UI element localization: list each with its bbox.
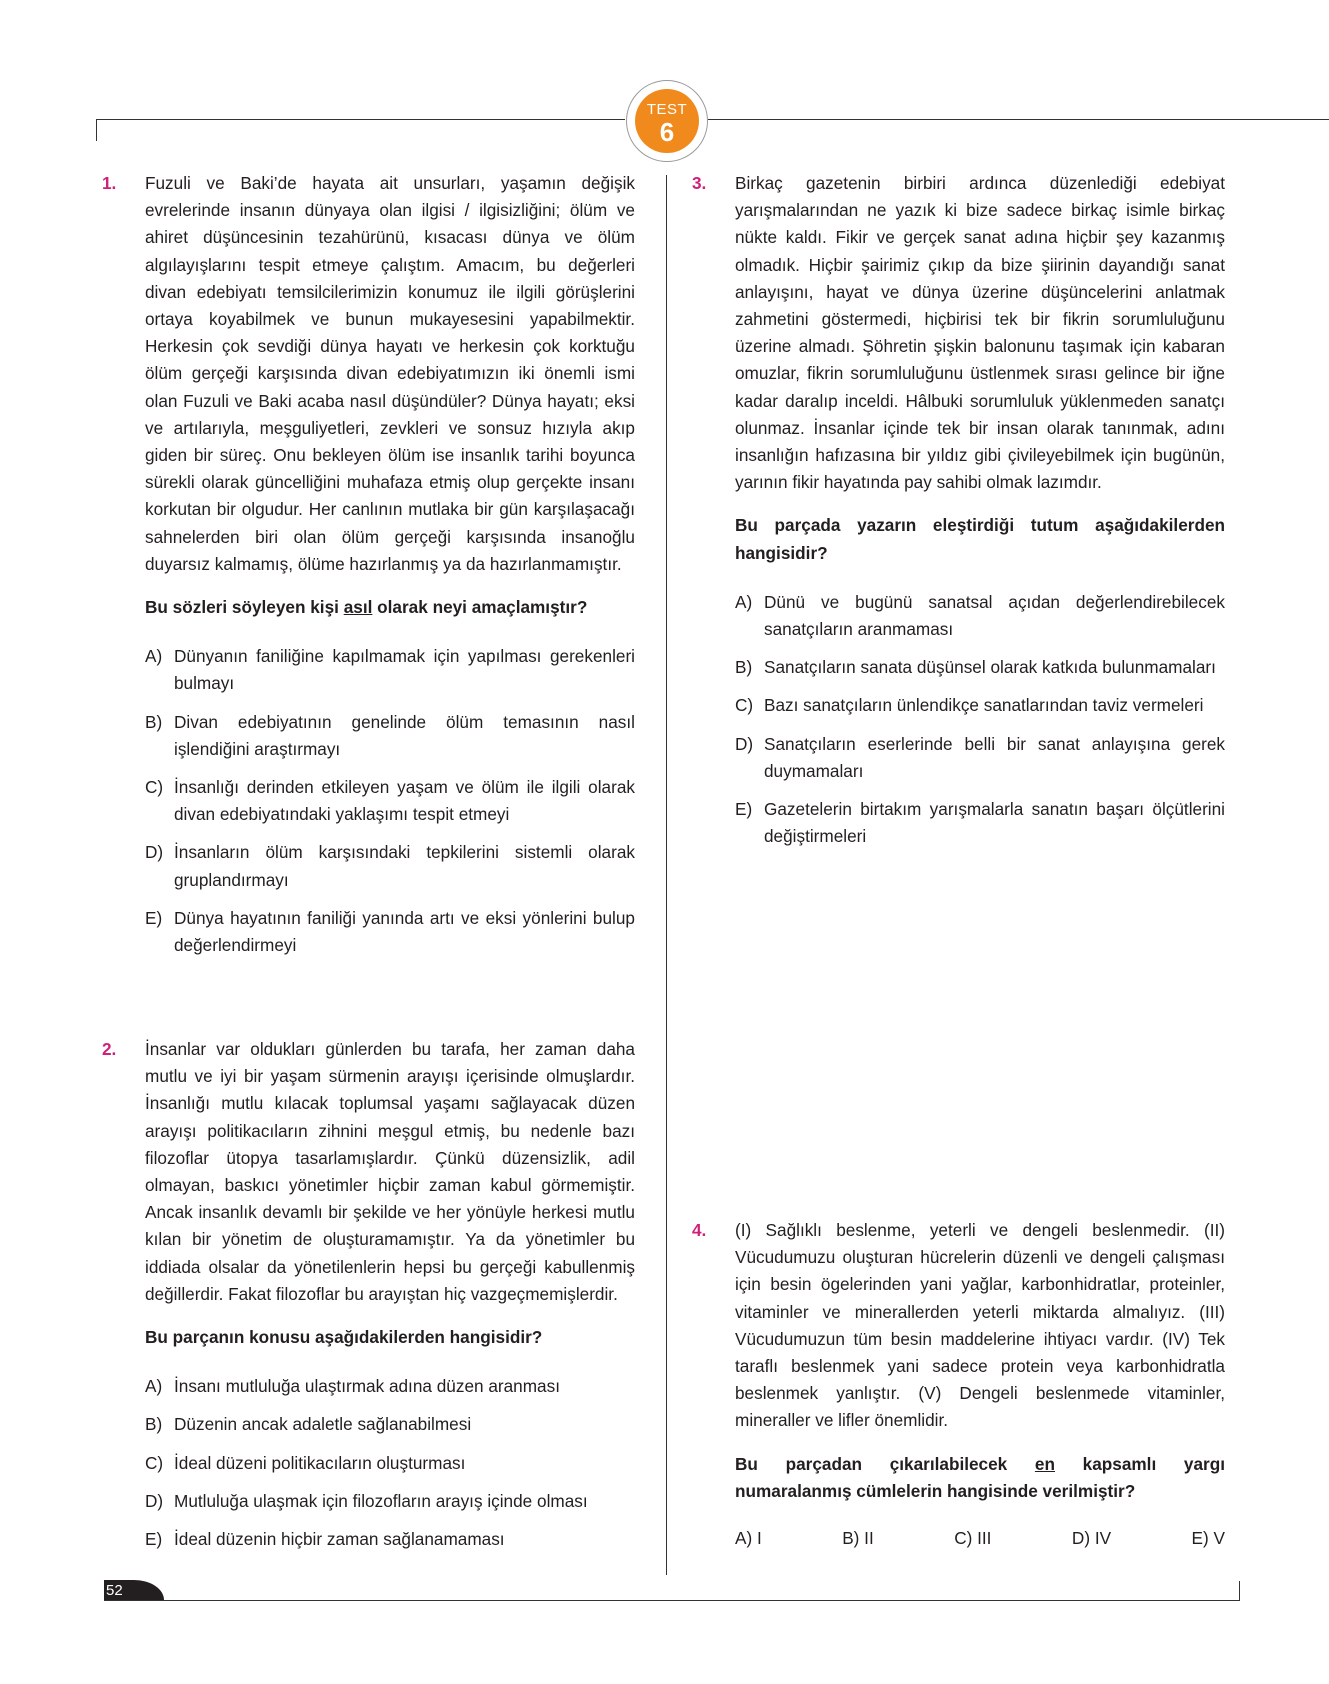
option-letter: B) <box>145 1414 163 1435</box>
option-text: İdeal düzenin hiçbir zaman sağlanamaması <box>174 1529 505 1550</box>
option-text: Divan edebiyatının genelinde ölüm temasının nasıl işlendiğini araştırmayı <box>174 711 635 759</box>
question-4 <box>692 1217 1225 1552</box>
question-stem: Bu parçada yazarın eleştirdiği tutum aşağıdakilerden hangisidir? <box>735 515 1225 563</box>
option-b[interactable] <box>735 654 1225 681</box>
option-text: İnsanlığı derinden etkileyen yaşam ve ölüm ile ilgili olarak divan edebiyatındaki yaklaşımı tespit etmeyi <box>174 777 635 825</box>
option-text: Sanatçıların sanata düşünsel olarak katkıda bulunmamaları <box>764 657 1216 678</box>
option-text: Mutluluğa ulaşmak için filozofların arayış içinde olması <box>174 1490 588 1511</box>
test-badge-label: TEST <box>646 101 688 118</box>
option-text: Dünyanın faniliğine kapılmamak için yapılması gerekenleri bulmayı <box>174 646 635 694</box>
option-letter: C) <box>145 777 164 798</box>
option-a[interactable] <box>145 643 635 697</box>
question-1 <box>102 170 635 970</box>
question-number: 1. <box>102 173 117 193</box>
option-letter: D) <box>735 733 754 754</box>
option-letter: C) <box>145 1452 164 1473</box>
question-passage: (I) Sağlıklı beslenme, yeterli ve dengeli beslenmedir. (II) Vücudumuzu oluşturan hücrelerin düzenli ve dengeli çalışması için besin ögelerinden yani yağlar, karbonhidratlar, proteinler, vitaminler ve minerallerden yeterli miktarda almalıyız. (III) Vücudumuzun tüm besin maddelerine ihtiyacı vardır. (IV) Tek taraflı beslenmek yani sadece protein veya karbonhidratla beslenmek yanlıştır. (V) Dengeli beslenmede vitaminler, mineraller ve lifler önemlidir. <box>735 1220 1225 1431</box>
question-stem <box>145 594 635 621</box>
question-passage: Birkaç gazetenin birbiri ardınca düzenlediği edebiyat yarışmalarından ne yazık ki bize sadece birkaç isimle birkaç nükte kaldı. Fikir ve gerçek sanat adına hiçbir şey kazanmış olmadık. Hiçbir şairimiz çıkıp da bize şiirinin dayandığı sanat anlayışını, hayat ve dünya üzerine düşüncelerini anlatmak zahmetini göstermedi, hiçbirisi tek bir fikrin sorumluluğunu üzerine almadı. Şöhretin şişkin balonunu taşımak için kabaran omuzlar, fikrin sorumluluğunu üstlenmek sırası gelince bir iğne kadar daralıp inceldi. Hâlbuki sorumluluk yüklenmeden sanatçı olunmaz. İnsanlar içinde tek bir insan olarak tanınmak, adını insanlığın hafızasına bir yıldız gibi çivileyebilmek için bugünün, yarının fikir hayatında pay sahibi olmak lazımdır. <box>735 173 1225 493</box>
option-e[interactable] <box>145 1526 635 1553</box>
test-badge-number: 6 <box>659 117 675 147</box>
stem-text: Bu parçadan çıkarılabilecek <box>735 1453 1035 1474</box>
option-e[interactable] <box>145 905 635 959</box>
question-number: 3. <box>692 173 707 193</box>
option-text: Dünya hayatının faniliği yanında artı ve eksi yönlerini bulup değerlendirmeyi <box>174 907 635 956</box>
page-number: 52 <box>104 1580 164 1600</box>
option-e[interactable]: E) V <box>1191 1528 1225 1549</box>
test-badge <box>626 80 708 162</box>
question-number: 2. <box>102 1039 117 1059</box>
option-text: İdeal düzeni politikacıların oluşturması <box>174 1452 466 1473</box>
option-text: Dünü ve bugünü sanatsal açıdan değerlendirebilecek sanatçıların aranmaması <box>764 591 1225 640</box>
option-e[interactable] <box>735 796 1225 850</box>
option-letter: E) <box>145 907 163 928</box>
question-number: 4. <box>692 1220 707 1240</box>
question-stem: Bu parçanın konusu aşağıdakilerden hangisidir? <box>145 1327 543 1348</box>
option-c[interactable] <box>735 692 1225 719</box>
stem-text: kapsamlı yargı numaralanmış cümlelerin hangisinde verilmiştir? <box>735 1453 1225 1501</box>
question-passage: İnsanlar var oldukları günlerden bu tarafa, her zaman daha mutlu ve iyi bir yaşam sürmenin arayışı içerisinde olmuşlardır. İnsanlığı mutlu kılacak toplumsal yaşamı sağlayacak düzen arayışı politikacıların zihnini meşgul etmiş, bu nedenle bazı filozoflar ütopya tasarlamışlardır. Çünkü düzensizlik, adil olmayan, baskıcı yönetimler hiçbir zaman kabul görmemiştir. Ancak insanlık devamlı bir şekilde ve her yönüyle herkesi mutlu kılan bir yönetim de oluşturamamıştır. Ya da yönetimler bu iddiada olsalar da yönetilenlerin hepsi bu gerçeği kabullenmiş değillerdir. Fakat filozoflar bu arayıştan hiç vazgeçmemişlerdir. <box>145 1039 635 1304</box>
option-letter: D) <box>145 842 164 863</box>
option-letter: B) <box>145 711 163 732</box>
option-c[interactable]: C) III <box>954 1528 992 1549</box>
option-letter: B) <box>735 657 753 678</box>
option-d[interactable] <box>145 839 635 893</box>
footer-rule <box>104 1600 1240 1601</box>
option-a[interactable]: A) I <box>735 1528 762 1549</box>
option-d[interactable] <box>145 1488 635 1515</box>
option-letter: D) <box>145 1490 164 1511</box>
header-rule-right <box>708 119 1329 120</box>
header-rule-tick <box>96 119 97 141</box>
option-letter: E) <box>145 1529 163 1550</box>
question-2 <box>102 1036 635 1564</box>
option-text: Bazı sanatçıların ünlendikçe sanatlarından taviz vermeleri <box>764 695 1204 716</box>
answer-options <box>735 1525 1225 1552</box>
test-badge-inner <box>635 89 699 153</box>
option-a[interactable] <box>145 1373 635 1400</box>
option-b[interactable] <box>145 1411 635 1438</box>
answer-options <box>145 1373 635 1553</box>
option-b[interactable] <box>145 709 635 763</box>
option-text: Düzenin ancak adaletle sağlanabilmesi <box>174 1414 472 1435</box>
option-b[interactable]: B) II <box>842 1528 874 1549</box>
answer-options <box>735 589 1225 851</box>
header-rule-left <box>96 119 625 120</box>
footer-rule-tick <box>1239 1581 1240 1601</box>
option-letter: C) <box>735 695 754 716</box>
option-text: İnsanların ölüm karşısındaki tepkilerini sistemli olarak gruplandırmayı <box>174 842 635 890</box>
option-d[interactable]: D) IV <box>1071 1528 1112 1549</box>
option-letter: E) <box>735 799 753 820</box>
column-divider <box>666 175 667 1575</box>
stem-text: olarak neyi amaçlamıştır? <box>372 597 588 618</box>
option-d[interactable] <box>735 731 1225 785</box>
stem-text: Bu sözleri söyleyen kişi <box>145 597 344 618</box>
option-text: Sanatçıların eserlerinde belli bir sanat anlayışına gerek duymamaları <box>764 733 1225 781</box>
option-text: İnsanı mutluluğa ulaştırmak adına düzen aranması <box>174 1376 560 1397</box>
option-c[interactable] <box>145 1450 635 1477</box>
option-a[interactable] <box>735 589 1225 643</box>
question-stem <box>735 1451 1225 1505</box>
option-c[interactable] <box>145 774 635 828</box>
option-letter: A) <box>145 1376 163 1397</box>
answer-options <box>145 643 635 959</box>
question-passage: Fuzuli ve Baki’de hayata ait unsurları, yaşamın değişik evrelerinde insanın dünyaya olan ilgisi / ilgisizliğini; ölüm ve ahiret düşüncesinin tezahürünü, kısacası dünya ve ölüm algılayışlarını tespit etmeye çalıştım. Amacım, bu değerleri divan edebiyatı temsilcilerimizin konumuz ile ilgili görüşlerini ortaya koyabilmek ve bunun mukayesesini yapabilmektir. Herkesin çok sevdiği dünya hayatı ve herkesin çok korktuğu ölüm gerçeği karşısında divan edebiyatımızın iki önemli ismi olan Fuzuli ve Baki acaba nasıl düşündüler? Dünya hayatı; eksi ve artılarıyla, meşguliyetleri, zevkleri ve sonsuz hızıyla akıp giden bir süreç. Onu bekleyen ölüm ise insanlık tarihi boyunca sürekli olarak güncelliğini muhafaza etmiş olup gerçekte insanı korkutan bir olgudur. Her canlının mutlaka bir gün karşılaşacağı sahnelerden biri olan ölüm gerçeği karşısında insanoğlu duyarsız kalmamış, ölüme hazırlanmış ya da hazırlanmamıştır. <box>145 173 635 574</box>
option-text: Gazetelerin birtakım yarışmalarla sanatın başarı ölçütlerini değiştirmeleri <box>764 799 1225 847</box>
option-letter: A) <box>735 591 753 612</box>
stem-underlined-word: asıl <box>343 597 373 618</box>
stem-underlined-word: en <box>1034 1453 1055 1474</box>
option-letter: A) <box>145 646 163 667</box>
question-3 <box>692 170 1225 861</box>
